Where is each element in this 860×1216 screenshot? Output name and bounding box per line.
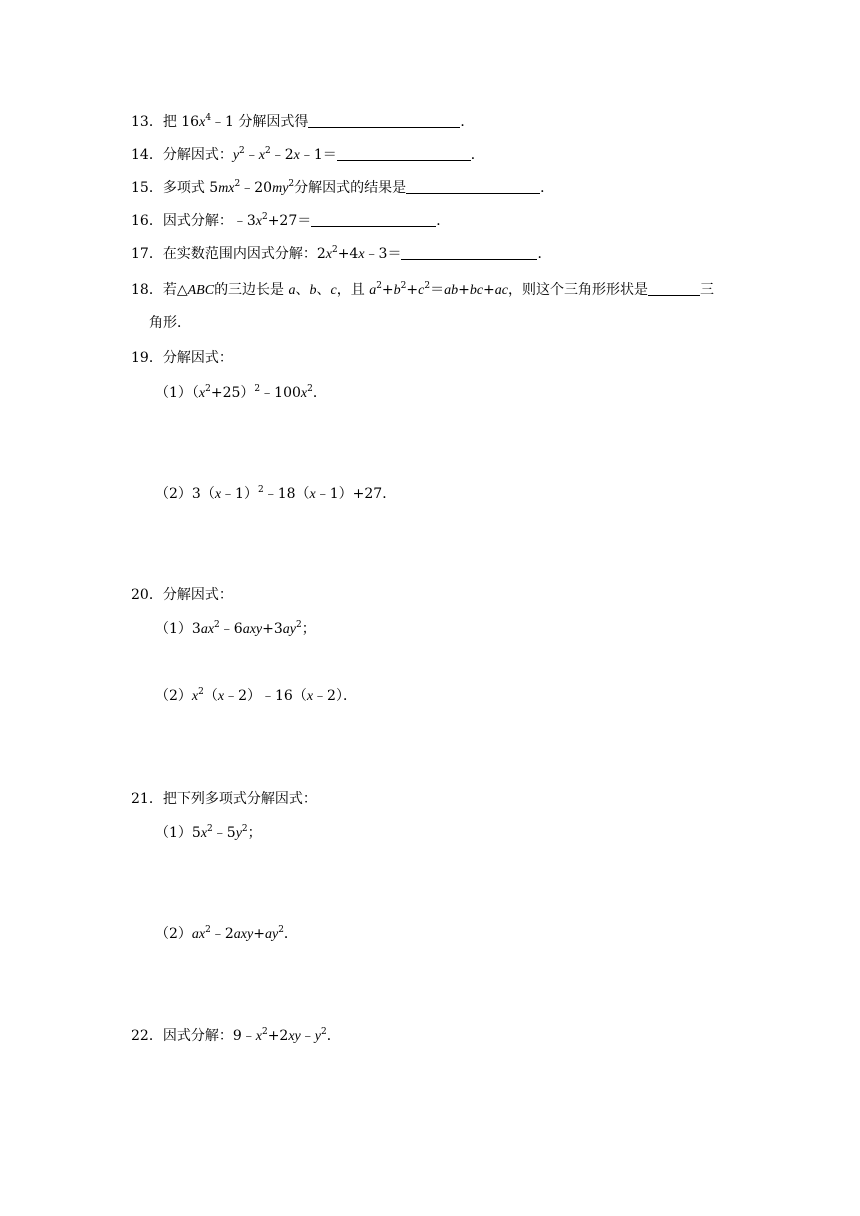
question-number: 18． — [131, 282, 163, 298]
answer-blank[interactable] — [648, 281, 700, 296]
question-number: 16． — [131, 213, 163, 229]
question-20: 20．分解因式： — [131, 587, 233, 603]
answer-blank[interactable] — [401, 245, 537, 260]
question-number: 15． — [131, 180, 163, 196]
question-number: 14． — [131, 147, 163, 163]
question-21-part-1: $(1)5x^2﹣5y^2$； — [155, 824, 262, 841]
question-21: 21．把下列多项式分解因式： — [131, 791, 317, 807]
question-20-part-2: $(2)x^2(x﹣2)﹣16(x﹣2)$． — [155, 687, 357, 704]
question-22: 22．因式分解：$9﹣x^2+2xy﹣y^2$． — [131, 1027, 341, 1044]
question-19-part-1: $(1)(x^2+25)^2﹣100x^2$． — [155, 384, 327, 401]
question-20-part-1: $(1)3ax^2﹣6axy+3ay^2$； — [155, 620, 316, 637]
question-19: 19．分解因式： — [131, 350, 233, 366]
question-number: 17． — [131, 246, 163, 262]
answer-blank[interactable] — [406, 179, 540, 194]
question-19-part-2: （2）3（x﹣1）$^2$﹣18（x﹣1）+27． — [155, 485, 397, 502]
answer-blank[interactable] — [337, 146, 471, 161]
question-15: 15．多项式 $5mx^2﹣20my^2$分解因式的结果是 ． — [131, 179, 555, 196]
question-18: 18．若△ABC的三边长是 a、b、c，且 $a^2+b^2+c^2=ab+bc+ac$，则这个三角形形状是 三 — [131, 281, 714, 298]
question-number: 21． — [131, 791, 163, 807]
answer-blank[interactable] — [308, 113, 460, 128]
question-18-continuation: 角形． — [149, 315, 191, 331]
question-13: 13．把 $16x^4﹣1$ 分解因式得 ． — [131, 113, 475, 130]
question-16: 16．因式分解：$﹣3x^2+27=$ ． — [131, 212, 451, 229]
question-number: 19． — [131, 350, 163, 366]
question-number: 13． — [131, 114, 163, 130]
question-21-part-2: $(2)ax^2﹣2axy+ay^2$． — [155, 925, 298, 942]
question-14: 14．分解因式：$y^2﹣x^2﹣2x﹣1=$ ． — [131, 146, 485, 163]
answer-blank[interactable] — [311, 212, 436, 227]
question-number: 20． — [131, 587, 163, 603]
question-17: 17．在实数范围内因式分解：$2x^2+4x﹣3=$ ． — [131, 245, 552, 262]
question-number: 22． — [131, 1028, 163, 1044]
